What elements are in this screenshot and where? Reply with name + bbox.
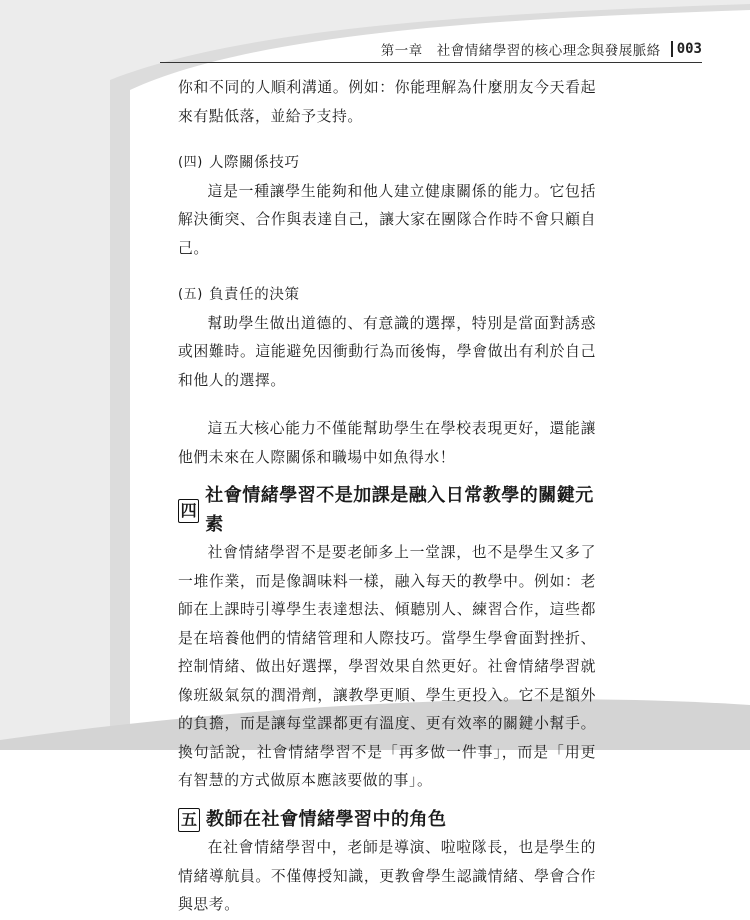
subheading-text: 負責任的決策: [208, 287, 300, 303]
section-number-box: 四: [178, 499, 199, 523]
page-header: [381, 38, 702, 60]
subheading-number: (五): [178, 287, 203, 302]
subheading-responsible-decision: [178, 281, 596, 310]
section-number-box: 五: [178, 808, 200, 832]
continued-paragraph: 你和不同的人順利溝通。例如：你能理解為什麼朋友今天看起來有點低落，並給予支持。: [178, 79, 596, 125]
summary-paragraph: 這五大核心能力不僅能幫助學生在學校表現更好，還能讓他們未來在人際關係和職場中如魚得水！: [178, 420, 596, 466]
page-body: [178, 74, 596, 920]
section-heading-four: [178, 482, 596, 539]
header-rule: [160, 62, 702, 63]
section-title: 教師在社會情緒學習中的角色: [206, 808, 447, 830]
subheading-text: 人際關係技巧: [208, 155, 300, 171]
section-title: 社會情緒學習不是加課是融入日常教學的關鍵元素: [205, 485, 594, 535]
section-five-paragraph: 在社會情緒學習中，老師是導演、啦啦隊長，也是學生的情緒導航員。不僅傳授知識，更教會學生認識情緒、學會合作與思考。: [178, 839, 596, 913]
page-number: 003: [671, 41, 702, 57]
section-heading-five: [178, 806, 596, 835]
interpersonal-skills-paragraph: 這是一種讓學生能夠和他人建立健康關係的能力。它包括解決衝突、合作與表達自己，讓大家在團隊合作時不會只顧自己。: [178, 182, 596, 257]
subheading-number: (四): [178, 155, 203, 170]
chapter-title: 第一章 社會情緒學習的核心理念與發展脈絡: [380, 43, 661, 59]
section-four-paragraph: 社會情緒學習不是要老師多上一堂課，也不是學生又多了一堆作業，而是像調味料一樣，融入每天的教學中。例如：老師在上課時引導學生表達想法、傾聽別人、練習合作，這些都是在培養他們的情緒管理和人際技巧。當學生學會面對挫折、控制情緒、做出好選擇，學習效果自然更好。社會情緒學習就像班級氣氛的潤滑劑，讓教學更順、學生更投入。它不是額外的負擔，而是讓每堂課都更有溫度、更有效率的關鍵小幫手。換句話說，社會情緒學習不是「再多做一件事」，而是「用更有智慧的方式做原本應該要做的事」。: [178, 544, 596, 789]
subheading-interpersonal-skills: [178, 149, 596, 178]
responsible-decision-paragraph: 幫助學生做出道德的、有意識的選擇，特別是當面對誘惑或困難時。這能避免因衝動行為而後悔，學會做出有利於自己和他人的選擇。: [178, 314, 596, 389]
